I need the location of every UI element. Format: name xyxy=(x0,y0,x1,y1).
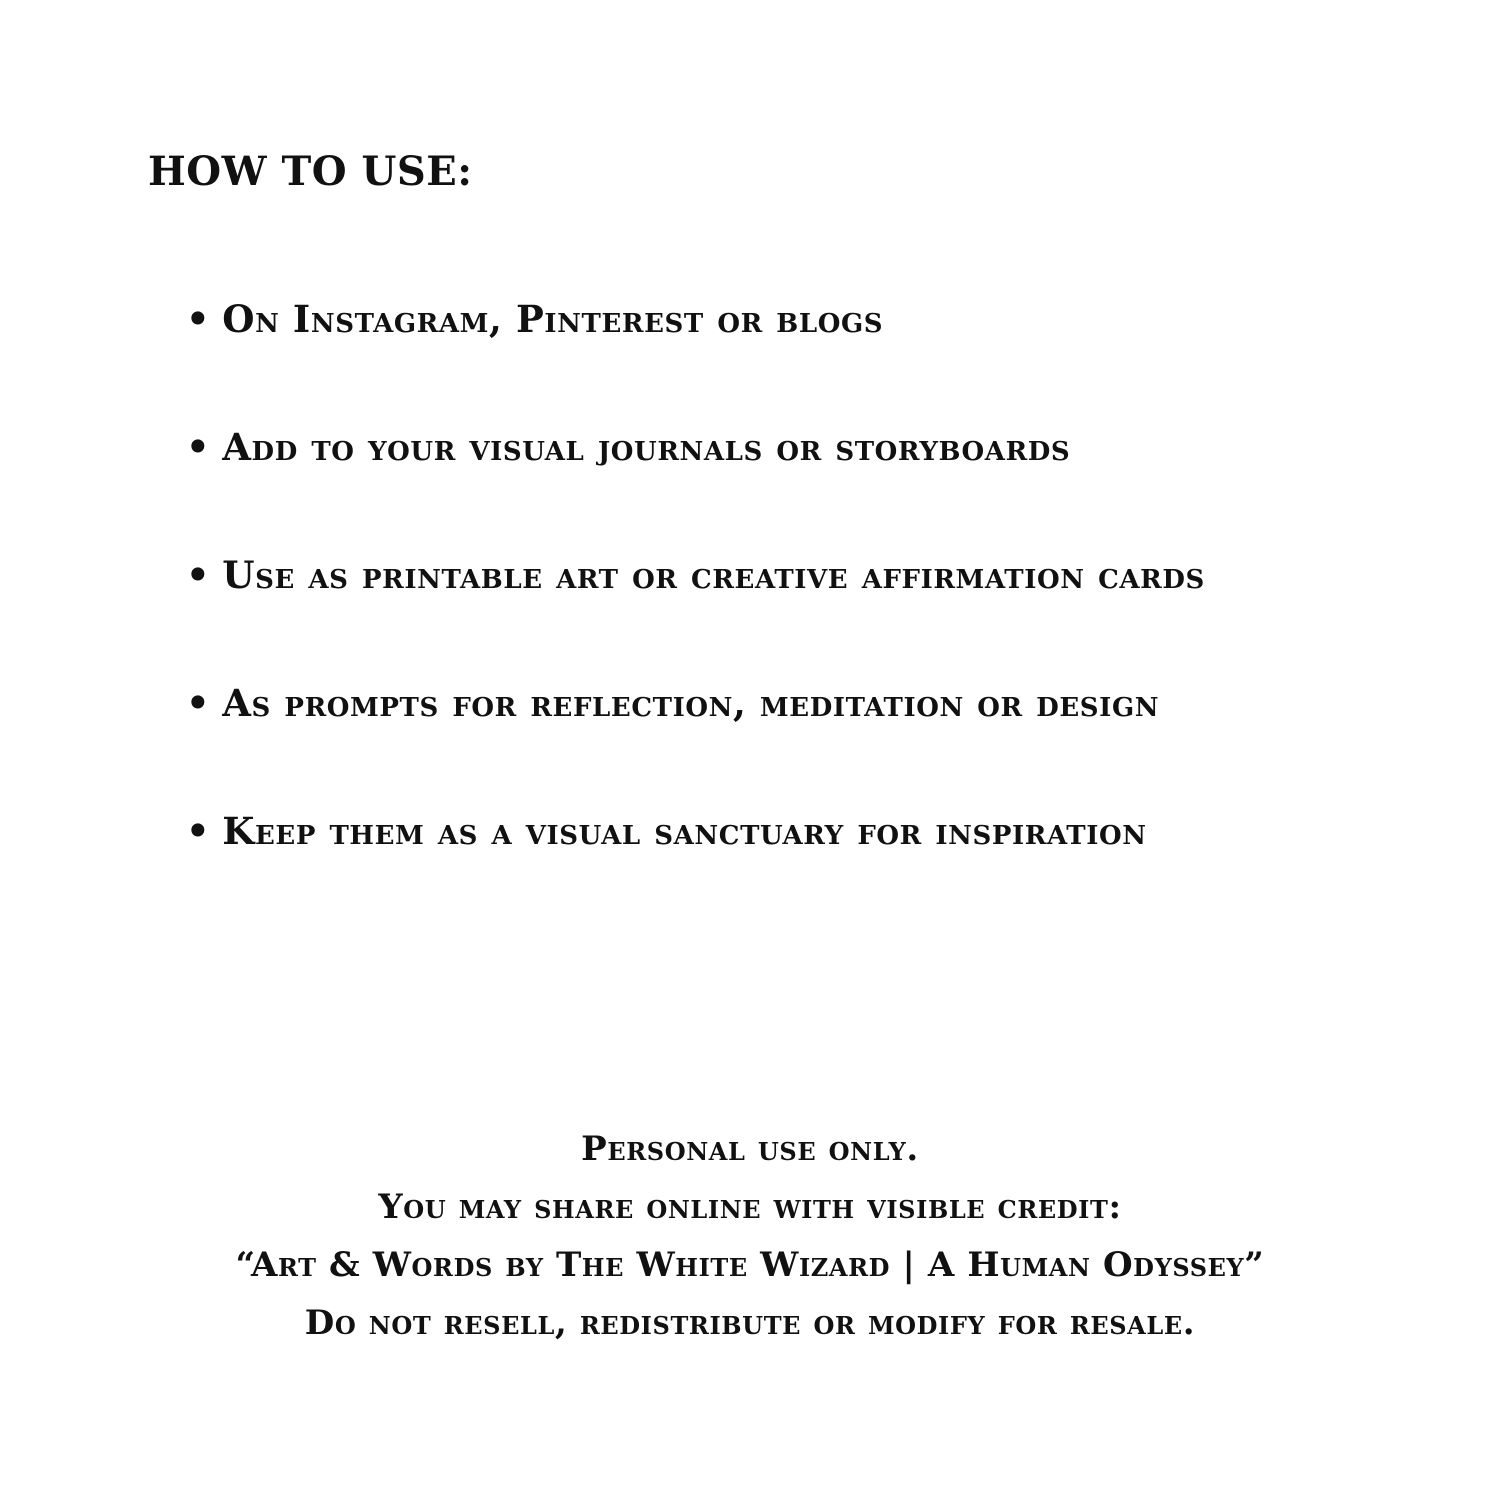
license-line-attribution: “Art & Words by The White Wizard | A Human Odyssey” xyxy=(235,1245,1265,1285)
bullet-icon: • xyxy=(186,681,211,725)
list-item-text: Add to your visual journals or storyboards xyxy=(222,425,1071,469)
list-item-text: Use as printable art or creative affirmation cards xyxy=(222,553,1205,597)
license-line-no-resale: Do not resell, redistribute or modify for resale. xyxy=(304,1303,1196,1343)
bullet-icon: • xyxy=(186,297,211,341)
list-item-text: On Instagram, Pinterest or blogs xyxy=(222,297,884,341)
usage-list xyxy=(178,288,1468,862)
license-notice xyxy=(60,1120,1440,1352)
list-item xyxy=(178,544,1468,606)
list-item-text: As prompts for reflection, meditation or design xyxy=(222,681,1160,725)
list-item xyxy=(178,416,1468,478)
bullet-icon: • xyxy=(186,425,211,469)
list-item xyxy=(178,288,1468,350)
license-line-share-credit: You may share online with visible credit: xyxy=(378,1187,1122,1227)
list-item-text: Keep them as a visual sanctuary for inspiration xyxy=(222,809,1147,853)
list-item xyxy=(178,800,1468,862)
bullet-icon: • xyxy=(186,809,211,853)
bullet-icon: • xyxy=(186,553,211,597)
license-line-personal-use: Personal use only. xyxy=(581,1129,919,1169)
page-title: HOW TO USE: xyxy=(148,148,473,195)
list-item xyxy=(178,672,1468,734)
